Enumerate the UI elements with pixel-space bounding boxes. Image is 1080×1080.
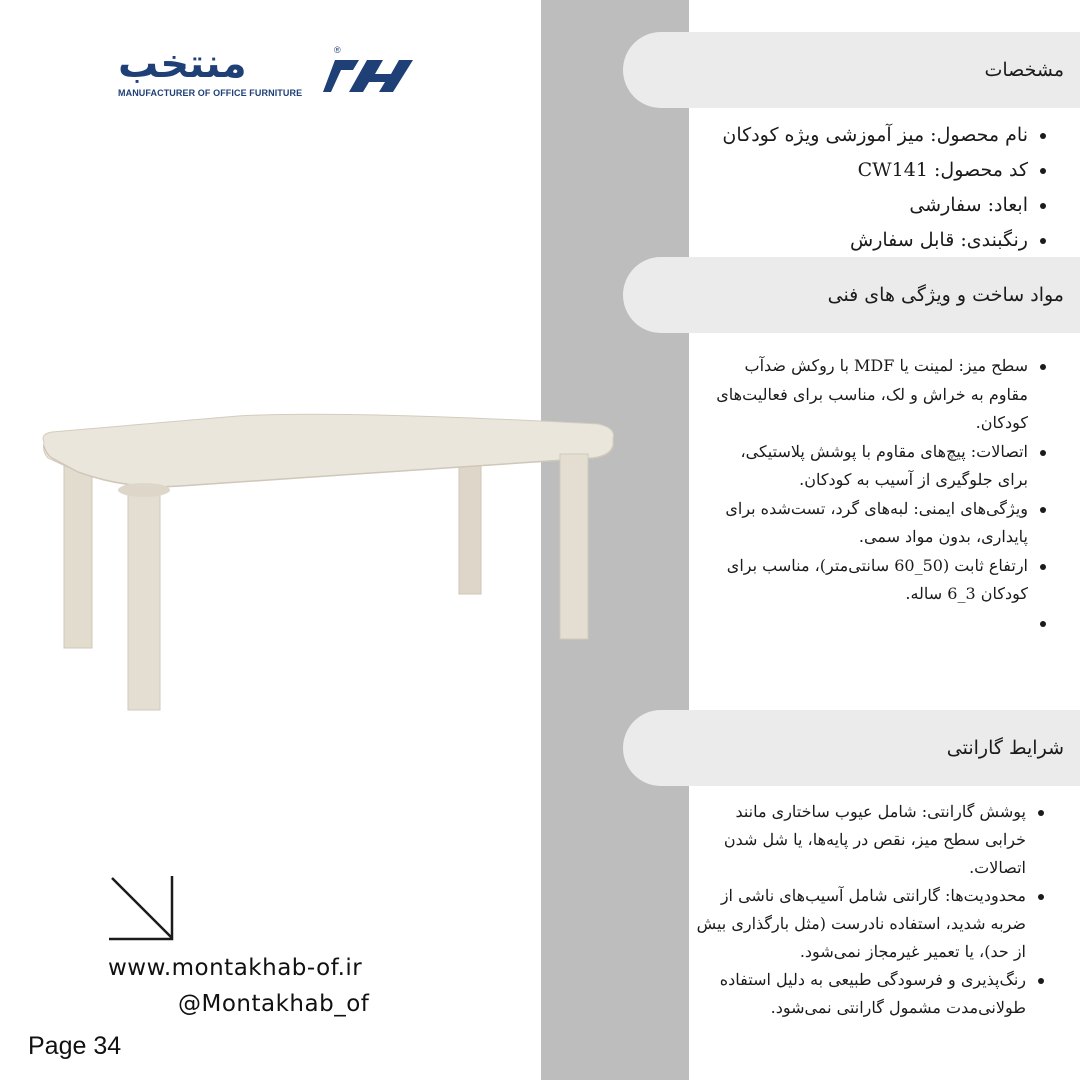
warranty-header [623,710,1080,786]
logo-mark-icon [323,48,413,98]
list-item: نام محصول: میز آموزشی ویژه کودکان [706,118,1046,153]
logo-tagline: MANUFACTURER OF OFFICE FURNITURE [118,88,303,98]
list-item: ویژگی‌های ایمنی: لبه‌های گرد، تست‌شده برای پایداری، بدون مواد سمی. [706,495,1046,552]
list-item: محدودیت‌ها: گارانتی شامل آسیب‌های ناشی از ضربه شدید، استفاده نادرست (مثل بارگذاری بیش از حد)، یا تعمیر غیرمجاز نمی‌شود. [694,882,1044,966]
brand-logo [118,42,413,104]
social-handle[interactable]: @Montakhab_of [178,991,370,1017]
materials-header [623,257,1080,333]
list-item: اتصالات: پیچ‌های مقاوم با پوشش پلاستیکی، برای جلوگیری از آسیب به کودکان. [706,438,1046,495]
list-item: سطح میز: لمینت یا MDF با روکش ضدآب مقاوم به خراش و لک، مناسب برای فعالیت‌های کودکان. [706,352,1046,438]
list-item: رنگبندی: قابل سفارش [706,223,1046,258]
website-link[interactable]: www.montakhab-of.ir [108,955,363,981]
page-number: Page 34 [28,1032,122,1060]
list-item: پوشش گارانتی: شامل عیوب ساختاری مانند خرابی سطح میز، نقص در پایه‌ها، یا شل شدن اتصالات. [694,798,1044,882]
arrow-down-right-icon [104,872,178,946]
list-item [706,609,1046,637]
specs-list [706,118,1046,258]
warranty-list [694,798,1044,1022]
registered-mark: ® [334,45,341,55]
list-item: ارتفاع ثابت (50_60 سانتی‌متر)، مناسب برای کودکان 3_6 ساله. [706,552,1046,609]
logo-wordmark: منتخب [118,41,247,87]
specs-title: مشخصات [984,59,1064,81]
list-item: رنگ‌پذیری و فرسودگی طبیعی به دلیل استفاده طولانی‌مدت مشمول گارانتی نمی‌شود. [694,966,1044,1022]
list-item: ابعاد: سفارشی [706,188,1046,223]
list-item: کد محصول: CW141 [706,153,1046,188]
product-table-image [38,402,618,717]
specs-header [623,32,1080,108]
warranty-title: شرایط گارانتی [946,737,1064,759]
materials-list [706,352,1046,637]
materials-title: مواد ساخت و ویژگی های فنی [827,284,1064,306]
